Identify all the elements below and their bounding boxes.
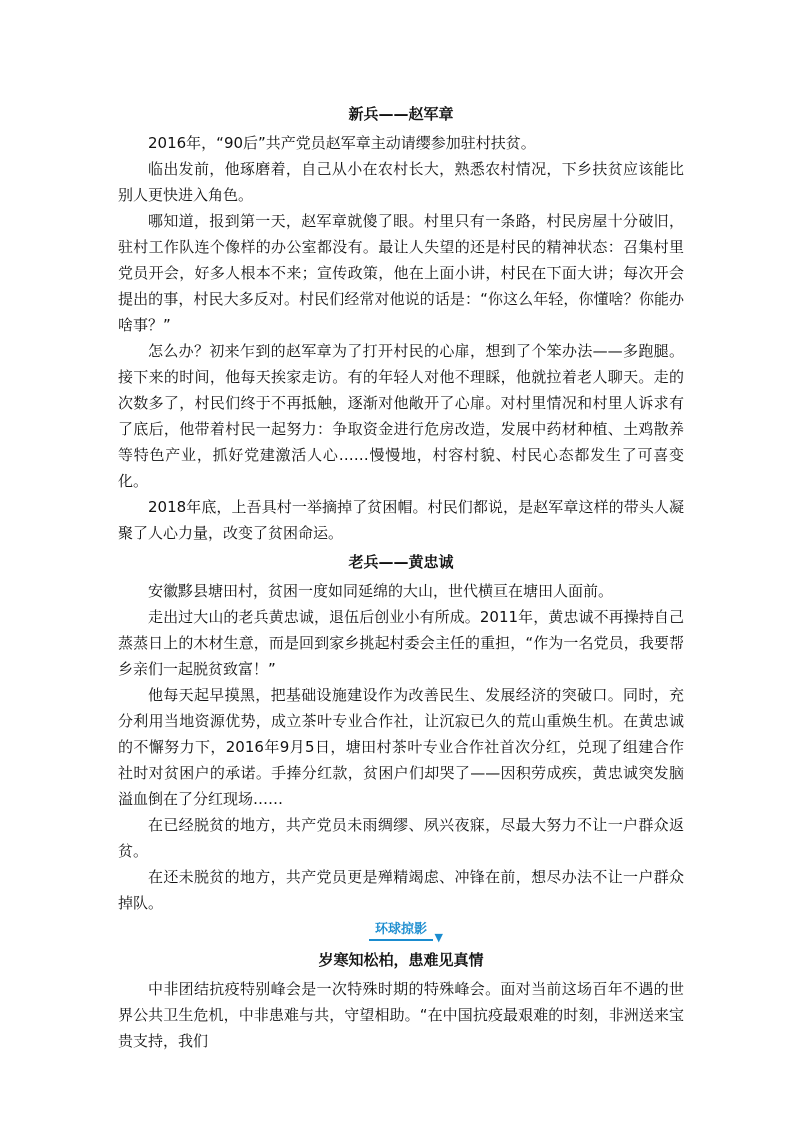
paragraph: 走出过大山的老兵黄忠诚，退伍后创业小有所成。2011年，黄忠诚不再操持自己蒸蒸日上的木材生意，而是回到家乡挑起村委会主任的重担，“作为一名党员，我要帮乡亲们一起脱贫致富！” xyxy=(118,608,684,678)
article-body xyxy=(118,104,684,1054)
column-tag xyxy=(118,918,684,944)
paragraph: 2016年，“90后”共产党员赵军章主动请缨参加驻村扶贫。 xyxy=(148,134,536,152)
paragraph: 安徽黟县塘田村，贫困一度如同延绵的大山，世代横亘在塘田人面前。 xyxy=(148,582,614,600)
paragraph: 中非团结抗疫特别峰会是一次特殊时期的特殊峰会。面对当前这场百年不遇的世界公共卫生危机，中非患难与共，守望相助。“在中国抗疫最艰难的时刻，非洲送来宝贵支持，我们 xyxy=(118,980,684,1050)
section-heading-veteran: 老兵——黄忠诚 xyxy=(348,553,454,571)
paragraph: 在还未脱贫的地方，共产党员更是殚精竭虑、冲锋在前，想尽办法不让一户群众掉队。 xyxy=(118,868,684,912)
section-heading-new-soldier: 新兵——赵军章 xyxy=(348,105,454,123)
paragraph: 他每天起早摸黑，把基础设施建设作为改善民生、发展经济的突破口。同时，充分利用当地资源优势，成立茶叶专业合作社，让沉寂已久的荒山重焕生机。在黄忠诚的不懈努力下，2016年9月5日，塘田村茶叶专业合作社首次分红，兑现了组建合作社时对贫困户的承诺。手捧分红款，贫困户们却哭了——因积劳成疾，黄忠诚突发脑溢血倒在了分红现场…… xyxy=(118,686,684,808)
paragraph: 哪知道，报到第一天，赵军章就傻了眼。村里只有一条路，村民房屋十分破旧，驻村工作队连个像样的办公室都没有。最让人失望的还是村民的精神状态：召集村里党员开会，好多人根本不来；宣传政策，他在上面小讲，村民在下面大讲；每次开会提出的事，村民大多反对。村民们经常对他说的话是：“你这么年轻，你懂啥？你能办啥事？” xyxy=(118,212,684,334)
paragraph: 怎么办？初来乍到的赵军章为了打开村民的心扉，想到了个笨办法——多跑腿。接下来的时间，他每天挨家走访。有的年轻人对他不理睬，他就拉着老人聊天。走的次数多了，村民们终于不再抵触，逐渐对他敞开了心扉。对村里情况和村里人诉求有了底后，他带着村民一起努力：争取资金进行危房改造，发展中药材种植、土鸡散养等特色产业，抓好党建激活人心……慢慢地，村容村貌、村民心态都发生了可喜变化。 xyxy=(118,342,684,490)
paragraph: 2018年底，上吾具村一举摘掉了贫困帽。村民们都说，是赵军章这样的带头人凝聚了人心力量，改变了贫困命运。 xyxy=(118,498,684,542)
global-glimpse-tag xyxy=(369,921,443,944)
paragraph: 在已经脱贫的地方，共产党员未雨绸缪、夙兴夜寐，尽最大努力不让一户群众返贫。 xyxy=(118,816,684,860)
paragraph: 临出发前，他琢磨着，自己从小在农村长大，熟悉农村情况，下乡扶贫应该能比别人更快进入角色。 xyxy=(118,160,684,204)
section-heading-solidarity: 岁寒知松柏，患难见真情 xyxy=(318,951,484,969)
chevron-down-icon: ▼ xyxy=(434,931,443,944)
tag-label: 环球掠影 xyxy=(374,922,427,937)
